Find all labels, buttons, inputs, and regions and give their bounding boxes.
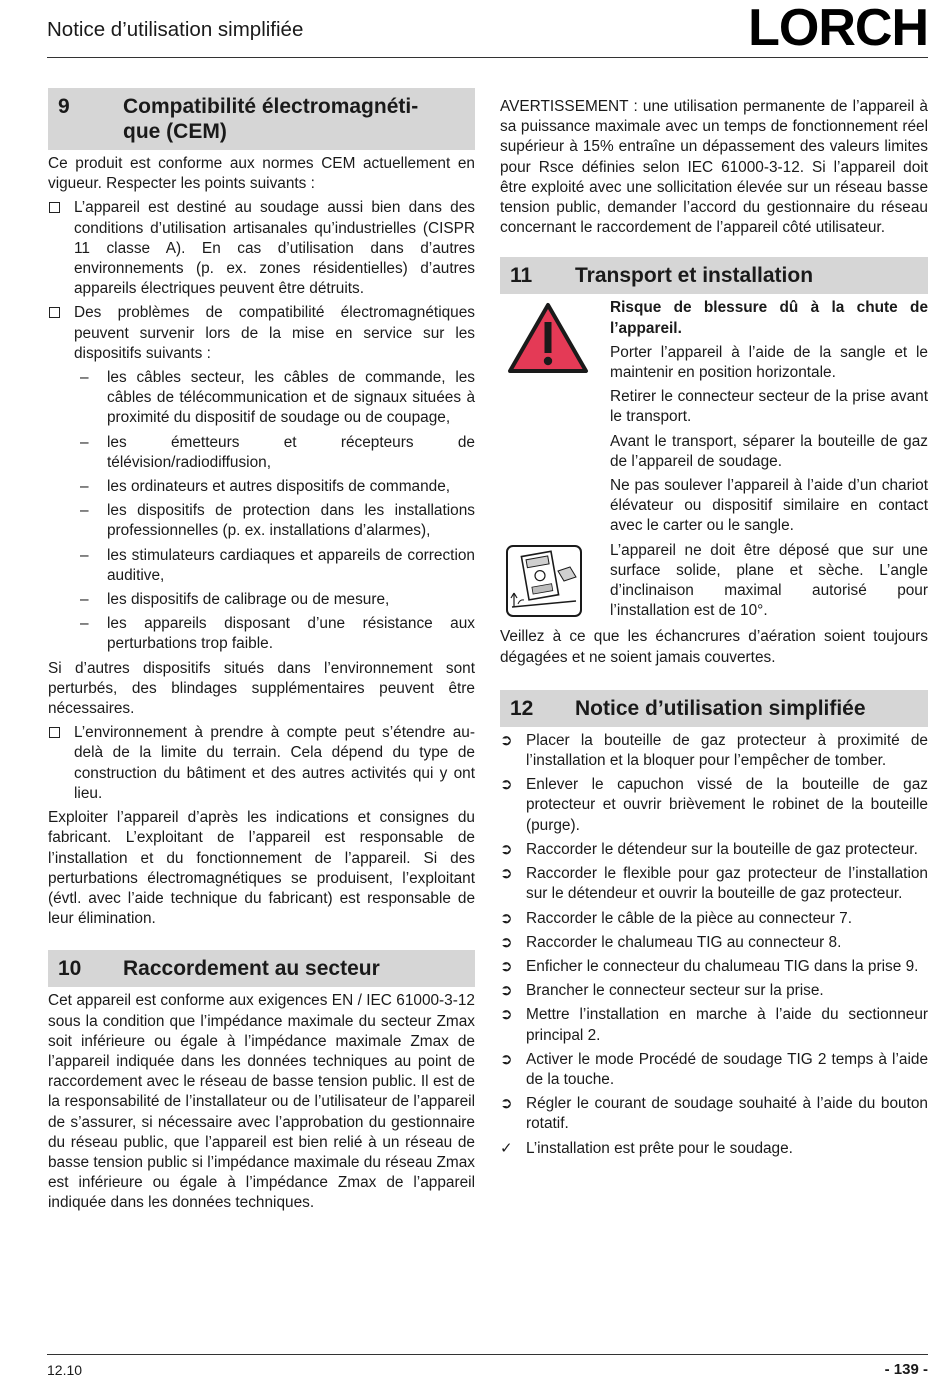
section-9-intro: Ce produit est conforme aux normes CEM actuellement en vigueur. Respecter les points suivants : bbox=[48, 155, 475, 193]
arrow-right-icon: ➲ bbox=[500, 776, 513, 794]
step-text: Raccorder le détendeur sur la bouteille de gaz protecteur. bbox=[526, 840, 918, 858]
transport-instruction: Avant le transport, séparer la bouteille de gaz de l’appareil de soudage. bbox=[610, 432, 928, 470]
step-item bbox=[500, 981, 928, 1001]
section-9-checkbox-list-2 bbox=[48, 723, 475, 804]
header-divider bbox=[47, 57, 928, 58]
step-text: Raccorder le câble de la pièce au connecteur 7. bbox=[526, 909, 852, 927]
ventilation-note: Veillez à ce que les échancrures d’aération soient toujours dégagées et ne soient jamais couvertes. bbox=[500, 628, 928, 666]
step-item bbox=[500, 957, 928, 977]
section-10-warning-paragraph: AVERTISSEMENT : une utilisation permanente de l’appareil à sa puissance maximale avec un temps de fonctionnement réel supérieur à 15% entraîne un dépassement des valeurs limites pour Rsce définies selon IEC 61000-3-12. Si l’appareil doit être exploité avec une sollicitation élevée sur un réseau basse tension public, demander l’accord du gestionnaire du réseau concernant le raccordement de l’appareil côté utilisateur. bbox=[500, 98, 928, 237]
arrow-right-icon: ➲ bbox=[500, 982, 513, 1000]
step-item bbox=[500, 864, 928, 904]
arrow-right-icon: ➲ bbox=[500, 1050, 513, 1068]
section-9-item-3 bbox=[48, 723, 475, 804]
checkbox-icon bbox=[49, 307, 60, 318]
footer-date: 12.10 bbox=[47, 1362, 83, 1378]
dash-item-text: les émetteurs et récepteurs de télévision/radiodiffusion, bbox=[107, 433, 475, 471]
dash-item-text: les câbles secteur, les câbles de commande, les câbles de télécommunication et de signaux situées à proximité du dispositif de soudage ou de coupage, bbox=[107, 369, 475, 427]
section-9-item-3-text: L’environnement à prendre à compte peut s’étendre au-delà de la limite du terrain. Cela dépend du type de construction du bâtiment et des autres activités qui y ont lieu. bbox=[74, 724, 475, 802]
step-text: Régler le courant de soudage souhaité à l’aide du bouton rotatif. bbox=[526, 1095, 928, 1133]
right-column bbox=[500, 97, 928, 1163]
section-11-title: Transport et installation bbox=[575, 264, 814, 288]
checkbox-icon bbox=[49, 202, 60, 213]
transport-instruction: Porter l’appareil à l’aide de la sangle et le maintenir en position horizontale. bbox=[610, 343, 928, 382]
section-9-title bbox=[123, 94, 465, 144]
transport-warning-title: Risque de blessure dû à la chute de l’appareil. bbox=[610, 299, 928, 337]
dash-item-text: les stimulateurs cardiaques et appareils de correction auditive, bbox=[107, 546, 475, 584]
left-column bbox=[48, 88, 475, 1218]
checkmark-icon: ✓ bbox=[500, 1139, 513, 1157]
quick-start-steps bbox=[500, 731, 928, 1159]
brand-logo: LORCH bbox=[748, 0, 928, 57]
arrow-right-icon: ➲ bbox=[500, 865, 513, 883]
section-9-item-1 bbox=[48, 198, 475, 299]
transport-instruction: Retirer le connecteur secteur de la prise avant le transport. bbox=[610, 388, 928, 426]
step-text: Brancher le connecteur secteur sur la prise. bbox=[526, 982, 824, 1000]
arrow-right-icon: ➲ bbox=[500, 731, 513, 749]
section-9-title-line2: que (CEM) bbox=[123, 120, 227, 143]
step-text: Raccorder le flexible pour gaz protecteur de l’installation sur le détendeur et ouvrir la bouteille de gaz protecteur. bbox=[526, 865, 928, 903]
step-item bbox=[500, 731, 928, 771]
section-9-item-2-text: Des problèmes de compatibilité électromagnétiques peuvent survenir lors de la mise en service sur les dispositifs suivants : bbox=[74, 304, 475, 362]
arrow-right-icon: ➲ bbox=[500, 840, 513, 858]
step-item bbox=[500, 1005, 928, 1045]
step-final-text: L’installation est prête pour le soudage. bbox=[526, 1139, 793, 1157]
transport-instruction: L’appareil ne doit être déposé que sur une surface solide, plane et sèche. L’angle d’inclinaison maximal autorisé pour l’installation est de 10°. bbox=[610, 541, 928, 620]
dash-item-text: les dispositifs de calibrage ou de mesure, bbox=[107, 591, 390, 609]
section-10-paragraph-1: Cet appareil est conforme aux exigences EN / IEC 61000-3-12 sous la condition que l’impédance maximale du secteur Zmax soit inférieure ou égale à l’impédance maximale Zmax de l’appareil indiquée dans les données techniques au point de raccordement avec le réseau de basse tension public. Il est de la responsabilité de l’installateur ou de l’utilisateur de l’appareil de s’assurer, si nécessaire avec l’approbation du gestionnaire du réseau public, que l’appareil est bien relié à un réseau de basse tension public si l’impédance maximale du réseau Zmax est inférieure ou égale à l’impédance Zmax de l’appareil indiquée dans les données techniques. bbox=[48, 992, 475, 1212]
footer-divider bbox=[47, 1354, 928, 1355]
transport-instruction: Ne pas soulever l’appareil à l’aide d’un chariot élévateur ou dispositif similaire en contact avec le carter ou le sangle. bbox=[610, 477, 928, 535]
step-text: Enlever le capuchon vissé de la bouteille de gaz protecteur et ouvrir brièvement le robinet de la bouteille (purge). bbox=[526, 776, 928, 834]
dash-item: – les stimulateurs cardiaques et appareils de correction auditive, bbox=[80, 546, 475, 584]
step-text: Mettre l’installation en marche à l’aide du sectionneur principal 2. bbox=[526, 1006, 928, 1044]
page-header-title: Notice d’utilisation simplifiée bbox=[47, 18, 304, 41]
step-text: Activer le mode Procédé de soudage TIG 2 temps à l’aide de la touche. bbox=[526, 1050, 928, 1088]
section-10-number: 10 bbox=[58, 957, 82, 981]
dash-item: – les dispositifs de protection dans les installations professionnelles (p. ex. installations d’alarmes), bbox=[80, 502, 475, 540]
section-9-number: 9 bbox=[58, 95, 70, 118]
section-9-dash-list bbox=[80, 368, 475, 655]
arrow-right-icon: ➲ bbox=[500, 909, 513, 927]
transport-warning-block bbox=[500, 298, 928, 621]
section-9-item-1-text: L’appareil est destiné au soudage aussi bien dans des conditions d’utilisation artisanales qu’industrielles (CISPR 11 classe A). En cas d’utilisation dans d’autres environnements (p. ex. zones résidentielles) d’autres appareils électriques peuvent être détruits. bbox=[74, 199, 475, 298]
step-item bbox=[500, 1094, 928, 1134]
section-9-title-line1: Compatibilité électromagnéti- bbox=[123, 95, 419, 118]
dash-item-text: les appareils disposant d’une résistance aux perturbations trop faible. bbox=[107, 615, 475, 653]
section-12-number: 12 bbox=[510, 696, 534, 720]
arrow-right-icon: ➲ bbox=[500, 957, 513, 975]
section-9-paragraph-3: Exploiter l’appareil d’après les indications et consignes du fabricant. L’exploitant de l’appareil est responsable de l’installation et du fonctionnement de l’appareil. Si des perturbations électromagnétiques se produisent, l’exploitant (évtl. avec l’aide technique du fabricant) est responsable de leur élimination. bbox=[48, 809, 475, 928]
page-number: - 139 - bbox=[884, 1361, 928, 1378]
dash-item-text: les dispositifs de protection dans les installations professionnelles (p. ex. installations d’alarmes), bbox=[107, 502, 475, 540]
section-12-heading bbox=[500, 690, 928, 727]
step-item bbox=[500, 840, 928, 860]
section-9-checkbox-list bbox=[48, 198, 475, 364]
section-11-heading bbox=[500, 257, 928, 294]
step-text: Placer la bouteille de gaz protecteur à proximité de l’installation et la bloquer pour l’empêcher de tomber. bbox=[526, 731, 928, 770]
arrow-right-icon: ➲ bbox=[500, 1095, 513, 1113]
checkbox-icon bbox=[49, 727, 60, 738]
dash-item: – les câbles secteur, les câbles de commande, les câbles de télécommunication et de signaux situées à proximité du dispositif de soudage ou de coupage, bbox=[80, 369, 475, 427]
dash-item: – les ordinateurs et autres dispositifs de commande, bbox=[80, 478, 451, 496]
section-12-title: Notice d’utilisation simplifiée bbox=[575, 696, 866, 720]
section-10-heading bbox=[48, 950, 475, 987]
dash-item: – les appareils disposant d’une résistance aux perturbations trop faible. bbox=[80, 615, 475, 653]
section-9-heading bbox=[48, 88, 475, 150]
dash-item: – les émetteurs et récepteurs de télévision/radiodiffusion, bbox=[80, 433, 475, 471]
step-item bbox=[500, 909, 928, 929]
step-item bbox=[500, 1050, 928, 1090]
warning-triangle-icon bbox=[506, 300, 590, 376]
arrow-right-icon: ➲ bbox=[500, 933, 513, 951]
step-text: Enficher le connecteur du chalumeau TIG dans la prise 9. bbox=[526, 957, 919, 975]
section-9-item-2 bbox=[48, 303, 475, 364]
section-11-number: 11 bbox=[510, 264, 533, 288]
step-item bbox=[500, 933, 928, 953]
dash-item-text: les ordinateurs et autres dispositifs de commande, bbox=[107, 478, 451, 496]
device-tilt-icon bbox=[506, 545, 582, 617]
step-text: Raccorder le chalumeau TIG au connecteur 8. bbox=[526, 933, 842, 951]
step-item bbox=[500, 775, 928, 836]
section-10-title: Raccordement au secteur bbox=[123, 957, 380, 981]
arrow-right-icon: ➲ bbox=[500, 1006, 513, 1024]
dash-item: – les dispositifs de calibrage ou de mesure, bbox=[80, 591, 390, 609]
step-final bbox=[500, 1139, 928, 1159]
section-9-paragraph-2: Si d’autres dispositifs situés dans l’environnement sont perturbés, des blindages supplémentaires peuvent être nécessaires. bbox=[48, 659, 475, 718]
